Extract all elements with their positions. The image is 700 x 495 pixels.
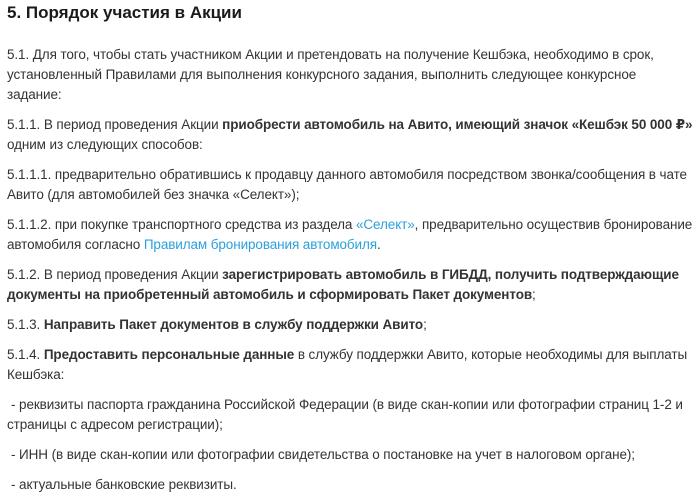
text: , предварительно осуществив бронирование автомобиля согласно bbox=[7, 217, 693, 252]
bold-text: приобрести автомобиль на Авито, имеющий значок «Кешбэк 50 000 ₽» bbox=[222, 117, 693, 132]
text: - ИНН (в виде скан-копии или фотографии свидетельства о постановке на учет в налоговом органе); bbox=[11, 447, 635, 462]
text: - актуальные банковские реквизиты. bbox=[11, 477, 237, 492]
link-selekt-section[interactable]: «Селект» bbox=[356, 217, 415, 232]
text: . bbox=[376, 237, 381, 252]
clause-5-1 bbox=[7, 45, 693, 105]
text: в службу поддержки Авито, которые необходимы для выплаты Кешбэка: bbox=[7, 347, 688, 382]
text: - реквизиты паспорта гражданина Российской Федерации (в виде скан-копии или фотографии страниц 1-2 и страницы с адресом регистрации); bbox=[7, 397, 683, 432]
text: 5.1.2. В период проведения Акции bbox=[7, 267, 223, 282]
text: 5.1.1.1. предварительно обратившись к продавцу данного автомобиля посредством звонка/сообщения в чате Авито (для автомобилей без значка «Селект»); bbox=[7, 167, 687, 202]
promo-rules-document bbox=[7, 2, 693, 495]
paragraph-list bbox=[7, 45, 693, 495]
text: ; bbox=[532, 287, 536, 302]
bold-text: Направить Пакет документов в службу поддержки Авито bbox=[43, 317, 424, 332]
requirement-bank-details bbox=[7, 475, 693, 495]
text: одним из следующих способов: bbox=[7, 137, 203, 152]
requirement-inn bbox=[7, 445, 693, 465]
clause-5-1-1-1 bbox=[7, 165, 693, 205]
link-booking-rules[interactable]: Правилам бронирования автомобиля bbox=[143, 237, 377, 252]
clause-5-1-4 bbox=[7, 345, 693, 385]
text: 5.1.1.2. при покупке транспортного средства из раздела bbox=[7, 217, 356, 232]
bold-text: зарегистрировать автомобиль в ГИБДД, получить подтверждающие документы на приобретенный автомобиль и сформировать Пакет документов bbox=[7, 267, 679, 302]
text: 5.1.3. bbox=[7, 317, 44, 332]
text: 5.1.1. В период проведения Акции bbox=[7, 117, 223, 132]
clause-5-1-2 bbox=[7, 265, 693, 305]
text: 5.1. Для того, чтобы стать участником Акции и претендовать на получение Кешбэка, необходимо в срок, установленный Правилами для выполнения конкурсного задания, выполнить следующее конкурсное задание: bbox=[7, 47, 654, 102]
clause-5-1-1-2 bbox=[7, 215, 693, 255]
text: ; bbox=[423, 317, 427, 332]
section-heading: 5. Порядок участия в Акции bbox=[7, 3, 242, 22]
requirement-passport bbox=[7, 395, 693, 435]
clause-5-1-1 bbox=[7, 115, 693, 155]
clause-5-1-3 bbox=[7, 315, 693, 335]
bold-text: Предоставить персональные данные bbox=[43, 347, 295, 362]
text: 5.1.4. bbox=[7, 347, 44, 362]
